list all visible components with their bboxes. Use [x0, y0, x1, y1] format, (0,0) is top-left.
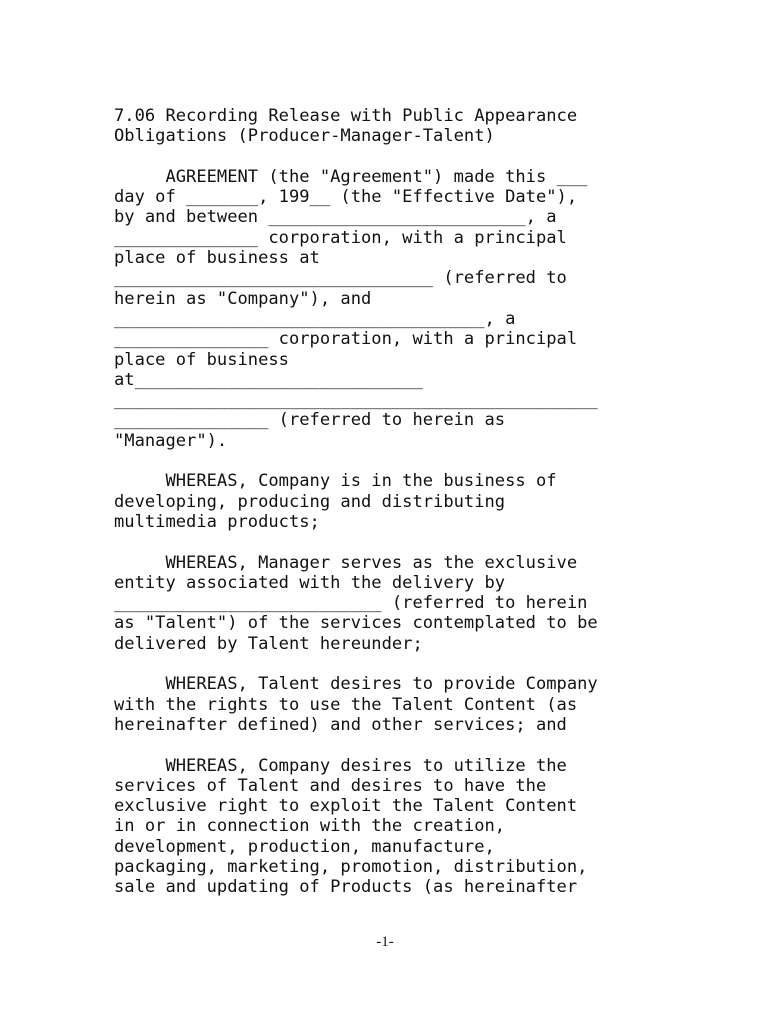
- text-line: __________________________ (referred to herein: [114, 593, 588, 614]
- text-line: _______________ corporation, with a principal: [114, 329, 578, 350]
- text-line: in or in connection with the creation,: [114, 816, 506, 837]
- text-line: WHEREAS, Talent desires to provide Company: [114, 674, 598, 695]
- text-line: delivered by Talent hereunder;: [114, 633, 423, 654]
- text-line: ____________________________________, a: [114, 308, 516, 329]
- text-line: day of _______, 199__ (the "Effective Date"),: [114, 187, 578, 208]
- text-line: at____________________________: [114, 369, 423, 390]
- text-line: services of Talent and desires to have the: [114, 775, 547, 796]
- text-line: AGREEMENT (the "Agreement") made this ___: [114, 166, 588, 187]
- text-line: by and between _________________________, a: [114, 207, 557, 228]
- paragraph-whereas-company-business: [114, 471, 674, 532]
- text-line: herein as "Company"), and: [114, 288, 372, 309]
- document-body: [114, 106, 674, 898]
- text-line: "Manager").: [114, 430, 228, 451]
- document-title-line: 7.06 Recording Release with Public Appearance: [114, 106, 578, 126]
- text-line: _______________ (referred to herein as: [114, 410, 506, 431]
- paragraph-whereas-manager: [114, 553, 674, 654]
- text-line: WHEREAS, Company desires to utilize the: [114, 755, 567, 776]
- text-line: with the rights to use the Talent Content (as: [114, 694, 578, 715]
- text-line: _______________________________ (referred to: [114, 268, 567, 289]
- text-line: sale and updating of Products (as hereinafter: [114, 877, 578, 898]
- text-line: entity associated with the delivery by: [114, 572, 506, 593]
- text-line: developing, producing and distributing: [114, 491, 506, 512]
- paragraph-agreement: [114, 167, 674, 451]
- paragraph-whereas-company-utilize: [114, 756, 674, 898]
- text-line: _______________________________________________: [114, 390, 598, 411]
- text-line: WHEREAS, Manager serves as the exclusive: [114, 552, 578, 573]
- document-title-line: Obligations (Producer-Manager-Talent): [114, 126, 495, 147]
- text-line: place of business: [114, 349, 289, 370]
- text-line: development, production, manufacture,: [114, 836, 495, 857]
- text-line: multimedia products;: [114, 511, 320, 532]
- text-line: WHEREAS, Company is in the business of: [114, 471, 557, 492]
- text-line: hereinafter defined) and other services; and: [114, 714, 567, 735]
- text-line: as "Talent") of the services contemplated to be: [114, 613, 598, 634]
- text-line: packaging, marketing, promotion, distribution,: [114, 856, 588, 877]
- paragraph-whereas-talent: [114, 674, 674, 735]
- text-line: exclusive right to exploit the Talent Content: [114, 796, 578, 817]
- text-line: ______________ corporation, with a principal: [114, 227, 567, 248]
- page-number: -1-: [376, 934, 394, 950]
- text-line: place of business at: [114, 248, 320, 269]
